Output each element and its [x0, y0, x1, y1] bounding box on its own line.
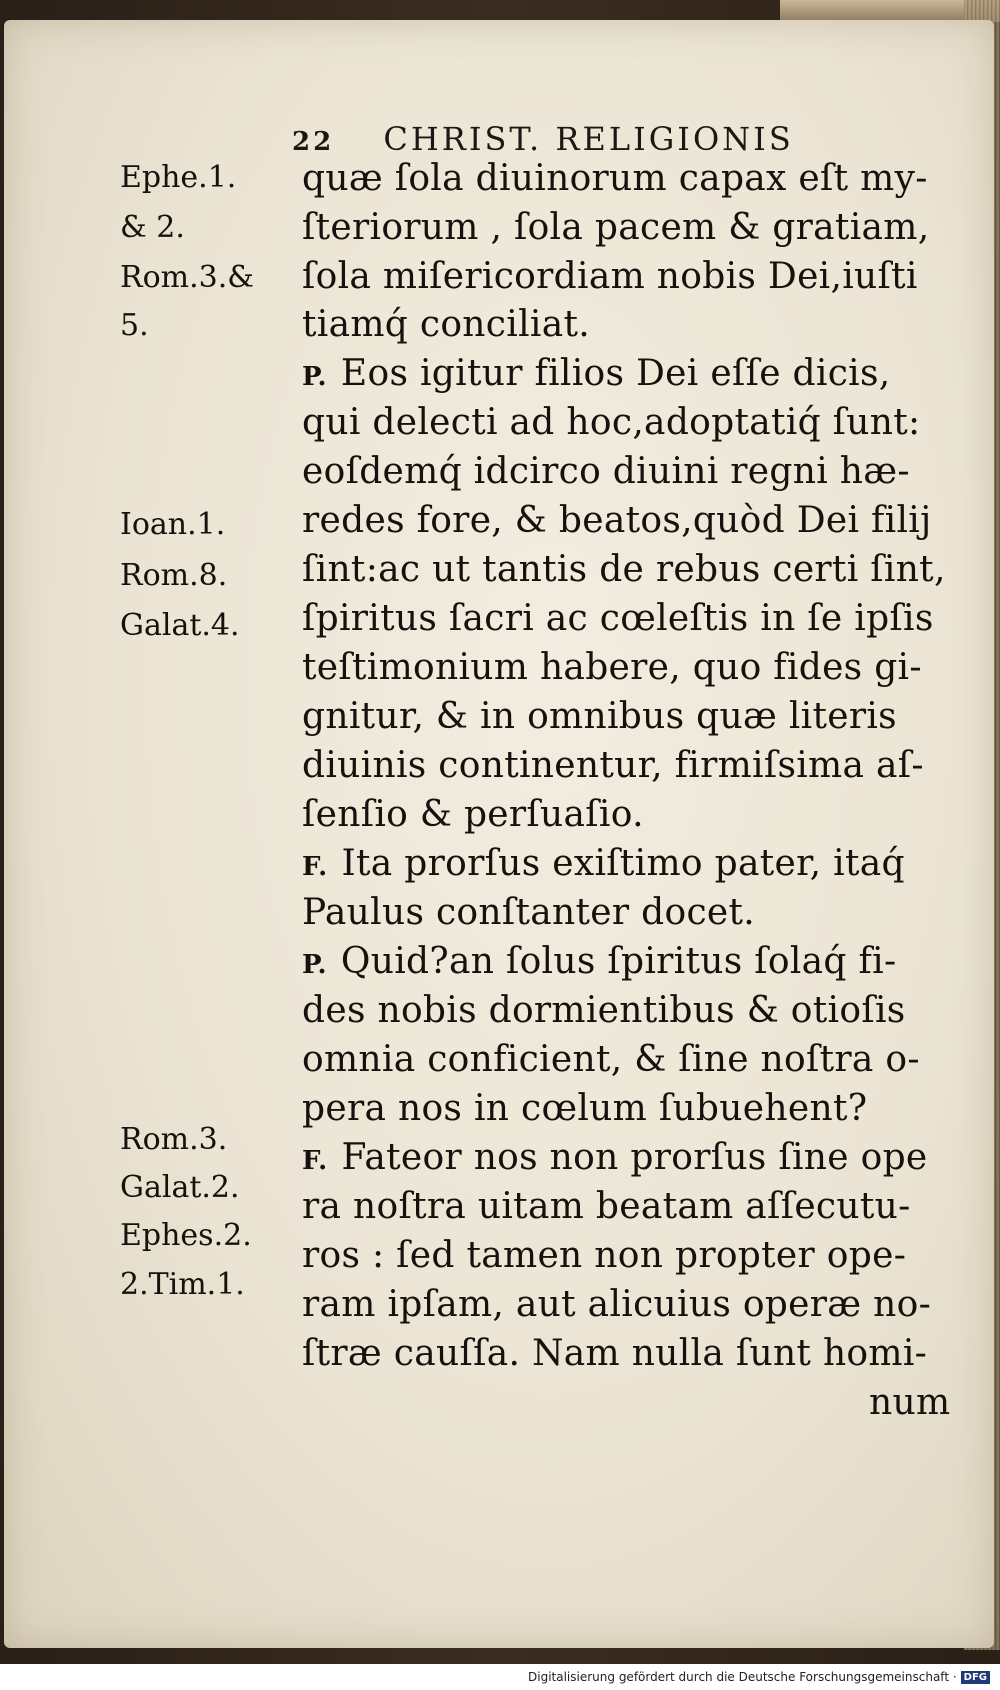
speaker-marker: F. [302, 1146, 328, 1176]
running-title: CHRIST. RELIGIONIS [383, 120, 794, 158]
margin-note: & 2. [120, 210, 185, 245]
margin-note: Rom.3. [120, 1122, 228, 1157]
margin-note: Galat.2. [120, 1170, 240, 1205]
book-page [4, 20, 994, 1648]
text-line: ſtræ cauſſa. Nam nulla ſunt homi- [302, 1333, 928, 1374]
margin-note: Ioan.1. [120, 507, 226, 542]
margin-note: 5. [120, 308, 149, 343]
speaker-marker: P. [302, 950, 327, 980]
margin-note: Ephe.1. [120, 160, 237, 195]
text-line: ra noſtra uitam beatam aſſecutu- [302, 1186, 911, 1227]
text-line: eoſdemq́ idcirco diuini regni hæ- [302, 451, 910, 492]
text-line: ſola miſericordiam nobis Dei,iuſti [302, 256, 918, 297]
speaker-marker: P. [302, 362, 327, 392]
footer-credit: Digitalisierung gefördert durch die Deutsche Forschungsgemeinschaft · [528, 1670, 957, 1684]
text-line: ſint:ac ut tantis de rebus certi ſint, [302, 549, 946, 590]
dfg-logo: DFG [961, 1671, 990, 1684]
margin-note: 2.Tim.1. [120, 1267, 245, 1302]
text-line: P. Quid?an ſolus ſpiritus ſolaq́ fi- [302, 941, 897, 982]
text-line: Paulus conſtanter docet. [302, 892, 756, 933]
margin-note: Ephes.2. [120, 1218, 252, 1253]
text-line: tiamq́ conciliat. [302, 304, 590, 345]
text-line: des nobis dormientibus & otioſis [302, 990, 906, 1031]
text-line: ros : ſed tamen non propter ope- [302, 1235, 907, 1276]
text-line: qui delecti ad hoc,adoptatiq́ ſunt: [302, 402, 921, 443]
text-line: omnia conficient, & ſine noſtra o- [302, 1039, 920, 1080]
text-line: quæ ſola diuinorum capax eſt my- [302, 158, 928, 199]
speaker-marker: F. [302, 852, 328, 882]
text-line: gnitur, & in omnibus quæ literis [302, 696, 897, 737]
text-line: P. Eos igitur filios Dei eſſe dicis, [302, 353, 891, 394]
text-line: F. Ita prorſus exiſtimo pater, itaq́ [302, 843, 905, 884]
margin-note: Galat.4. [120, 608, 240, 643]
text-line: F. Fateor nos non prorſus ſine ope [302, 1137, 928, 1178]
margin-note: Rom.3.& [120, 260, 254, 295]
digitization-footer [0, 1664, 1000, 1690]
text-line: ram ipſam, aut alicuius operæ no- [302, 1284, 932, 1325]
text-line: ſenſio & perſuaſio. [302, 794, 644, 835]
text-line: redes fore, & beatos,quòd Dei filij [302, 500, 932, 541]
margin-note: Rom.8. [120, 558, 228, 593]
text-line: pera nos in cœlum ſubuehent? [302, 1088, 868, 1129]
text-line: ſteriorum , ſola pacem & gratiam, [302, 207, 930, 248]
text-line: teſtimonium habere, quo fides gi- [302, 647, 922, 688]
text-line: ſpiritus ſacri ac cœleſtis in ſe ipſis [302, 598, 934, 639]
page-number: 22 [292, 127, 335, 157]
catchword: num [869, 1382, 951, 1423]
text-line: diuinis continentur, firmiſsima aſ- [302, 745, 924, 786]
